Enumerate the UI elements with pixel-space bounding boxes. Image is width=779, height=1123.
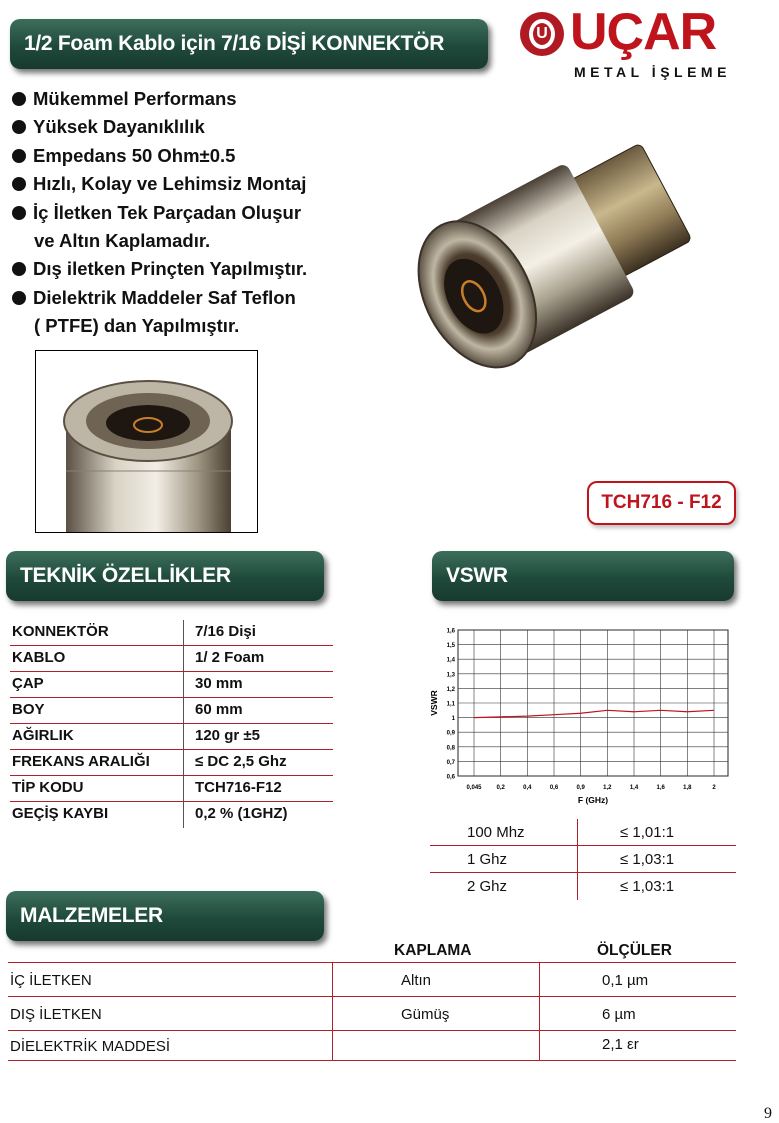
y-tick-label: 1 bbox=[451, 716, 455, 723]
x-tick-label: 2 bbox=[712, 785, 716, 791]
feature-item: Dielektrik Maddeler Saf Teflon bbox=[12, 284, 307, 312]
feature-item: İç İletken Tek Parçadan Oluşur bbox=[12, 199, 307, 227]
table-row: 100 Mhz ≤ 1,01:1 bbox=[430, 819, 736, 846]
x-tick-label: 1,6 bbox=[656, 785, 665, 791]
y-tick-label: 1,6 bbox=[446, 628, 455, 635]
x-tick-label: 1,4 bbox=[629, 785, 639, 791]
feature-item-continued: ve Altın Kaplamadır. bbox=[34, 230, 211, 252]
bullet-icon bbox=[12, 92, 26, 106]
feature-item: Hızlı, Kolay ve Lehimsiz Montaj bbox=[12, 170, 307, 198]
table-row: GEÇİŞ KAYBI 0,2 % (1GHZ) bbox=[10, 802, 333, 828]
feature-list bbox=[12, 85, 307, 341]
x-tick-label: 0,045 bbox=[466, 785, 482, 791]
y-tick-label: 1,1 bbox=[446, 701, 455, 708]
table-row: 2 Ghz ≤ 1,03:1 bbox=[430, 873, 736, 900]
plating-column-header: KAPLAMA bbox=[394, 942, 472, 959]
technical-specs-banner bbox=[6, 551, 324, 601]
materials-heading: MALZEMELER bbox=[20, 904, 163, 927]
y-tick-label: 0,6 bbox=[446, 774, 455, 781]
y-tick-label: 0,9 bbox=[446, 730, 455, 737]
logo-mark-icon: U bbox=[520, 12, 564, 56]
table-row: KONNEKTÖR 7/16 Dişi bbox=[10, 620, 333, 646]
feature-item: Empedans 50 Ohm±0.5 bbox=[12, 142, 307, 170]
table-row: BOY 60 mm bbox=[10, 698, 333, 724]
page-number: 9 bbox=[764, 1105, 772, 1122]
bullet-icon bbox=[12, 262, 26, 276]
feature-item-continued: ( PTFE) dan Yapılmıştır. bbox=[34, 315, 240, 337]
bullet-icon bbox=[12, 177, 26, 191]
logo-wordmark: UÇAR bbox=[570, 3, 717, 61]
table-row: DIŞ İLETKEN Gümüş 6 µm bbox=[8, 997, 736, 1031]
bullet-icon bbox=[12, 206, 26, 220]
table-row: AĞIRLIK 120 gr ±5 bbox=[10, 724, 333, 750]
y-tick-label: 1,3 bbox=[446, 672, 455, 679]
bullet-icon bbox=[12, 291, 26, 305]
y-tick-label: 1,4 bbox=[446, 657, 455, 664]
x-tick-label: 0,9 bbox=[576, 785, 585, 791]
y-tick-label: 1,5 bbox=[446, 643, 455, 650]
feature-item: Dış iletken Prinçten Yapılmıştır. bbox=[12, 255, 307, 283]
table-row: ÇAP 30 mm bbox=[10, 672, 333, 698]
y-axis-label: VSWR bbox=[429, 690, 439, 716]
y-tick-label: 0,8 bbox=[446, 745, 455, 752]
x-tick-label: 1,2 bbox=[603, 785, 612, 791]
feature-item: Yüksek Dayanıklılık bbox=[12, 113, 307, 141]
logo-tagline: METAL İŞLEME bbox=[574, 64, 731, 80]
y-tick-label: 1,2 bbox=[446, 686, 455, 693]
product-code-badge: TCH716 - F12 bbox=[587, 481, 736, 525]
table-row: İÇ İLETKEN Altın 0,1 µm bbox=[8, 963, 736, 997]
materials-banner bbox=[6, 891, 324, 941]
page-title: 1/2 Foam Kablo için 7/16 DİŞİ KONNEKTÖR bbox=[24, 32, 445, 55]
bullet-icon bbox=[12, 149, 26, 163]
x-tick-label: 0,2 bbox=[496, 785, 505, 791]
table-row: KABLO 1/ 2 Foam bbox=[10, 646, 333, 672]
vswr-banner bbox=[432, 551, 734, 601]
bullet-icon bbox=[12, 120, 26, 134]
x-tick-label: 0,6 bbox=[549, 785, 559, 791]
table-row: DİELEKTRİK MADDESİ 2,1 εr bbox=[8, 1031, 736, 1061]
title-banner bbox=[10, 19, 488, 69]
brand-logo bbox=[520, 3, 745, 86]
table-row: 1 Ghz ≤ 1,03:1 bbox=[430, 846, 736, 873]
feature-item: Mükemmel Performans bbox=[12, 85, 307, 113]
product-closeup-photo bbox=[35, 350, 258, 533]
closeup-image bbox=[36, 351, 258, 533]
technical-specs-heading: TEKNİK ÖZELLİKLER bbox=[20, 564, 231, 587]
x-axis-label: F (GHz) bbox=[577, 795, 609, 805]
y-tick-label: 0,7 bbox=[446, 759, 455, 766]
vswr-chart bbox=[428, 620, 738, 812]
table-row: FREKANS ARALIĞI ≤ DC 2,5 Ghz bbox=[10, 750, 333, 776]
x-tick-label: 1,8 bbox=[683, 785, 692, 791]
product-photo bbox=[365, 110, 745, 430]
measure-column-header: ÖLÇÜLER bbox=[597, 942, 672, 959]
x-tick-label: 0,4 bbox=[523, 785, 532, 791]
table-row: TİP KODU TCH716-F12 bbox=[10, 776, 333, 802]
vswr-heading: VSWR bbox=[446, 564, 508, 587]
